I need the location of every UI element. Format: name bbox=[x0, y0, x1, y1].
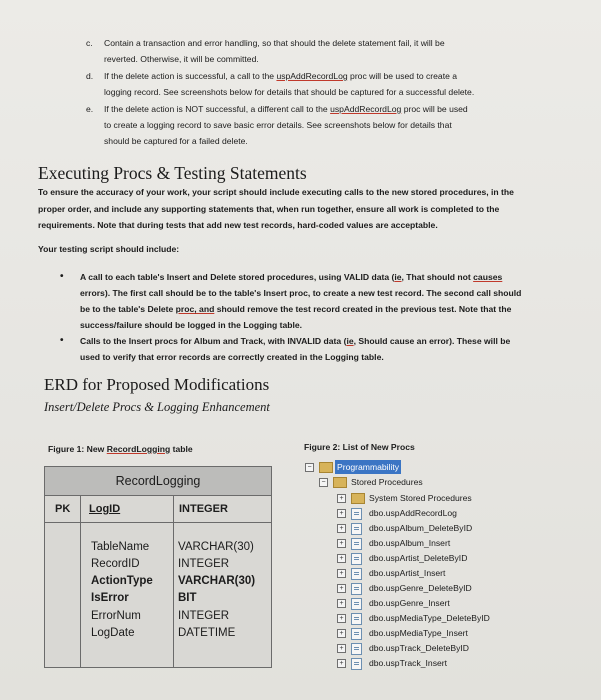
stored-procedure-icon bbox=[351, 613, 362, 625]
list-item-text: to create a logging record to save basic error details. See screenshots below for details that bbox=[104, 120, 452, 130]
expand-icon[interactable]: + bbox=[337, 599, 346, 608]
list-item-text: reverted. Otherwise, it will be committed. bbox=[104, 54, 259, 64]
tree-node-label: Stored Procedures bbox=[351, 477, 423, 487]
erd-field: LogDate bbox=[91, 627, 135, 639]
tree-node-label: dbo.uspGenre_DeleteByID bbox=[369, 583, 472, 593]
list-item-text: If the delete action is NOT successful, a different call to the bbox=[104, 104, 331, 114]
folder-icon bbox=[333, 477, 347, 488]
stored-procedure-icon bbox=[351, 523, 362, 535]
erd-type: BIT bbox=[178, 592, 197, 604]
expand-icon[interactable]: + bbox=[337, 584, 346, 593]
bullet-icon: • bbox=[60, 271, 64, 282]
list-item-text: logging record. See screenshots below for details that should be captured for a successful delete. bbox=[104, 87, 475, 97]
tree-node-label: System Stored Procedures bbox=[369, 493, 472, 503]
tree-node-label: dbo.uspAlbum_DeleteByID bbox=[369, 523, 473, 533]
erd-pk-row bbox=[45, 496, 271, 523]
erd-type: DATETIME bbox=[178, 627, 236, 639]
expand-icon[interactable]: + bbox=[337, 539, 346, 548]
erd-table-title: RecordLogging bbox=[45, 467, 271, 496]
stored-procedure-icon bbox=[351, 598, 362, 610]
list-item-text: If the delete action is successful, a call to the bbox=[104, 71, 277, 81]
erd-type: INTEGER bbox=[178, 610, 230, 622]
list-item-text: proc will be used bbox=[401, 104, 468, 114]
erd-type: VARCHAR(30) bbox=[178, 575, 256, 587]
pk-field: LogID bbox=[89, 503, 121, 515]
erd-divider bbox=[80, 496, 81, 667]
document-page: c. Contain a transaction and error handling, so that should the delete statement fail, it will be reverted. Otherwise, it will be committed. d. If the delete action is successful, a call to the uspAddRecordLog proc will be used to create a logging record. See screenshots below for details that should be captured for a successful delete. e. If the delete action is NOT successful, a different call to the uspAddRecordLog proc will be used to create a logging record to save basic error details. See screenshots below for details that should be captured for a failed delete. Executing Procs & Testing Statements To ensure the accuracy of your work, your script should include executing calls to the new stored procedures, in the proper order, and include any supporting statements that, when run together, ensure all work is completed to the requirements. Note that during tests that add new test records, hard-coded values are acceptable. Your testing script should include: • A call to each table's Insert and Delete stored procedures, using VALID data (ie, That should not causes errors). The first call should be to the table's Insert proc, to create a new test record. The second call should be to the table's Delete proc, and should remove the test record created in the previous test. Note that the success/failure should be logged in the Logging table. • Calls to the Insert procs for Album and Track, with INVALID data (ie, Should cause an error). These will be used to verify that error records are correctly created in the Logging table. ERD for Proposed Modifications Insert/Delete Procs & Logging Enhancement Figure 1: New RecordLogging table Figure 2: List of New Procs RecordLogging PK LogID INTEGER TableName VARCHAR(30) RecordID INTEGER ActionType VARCHAR(30) IsError BIT ErrorNum INTEGER LogDate DATETIME − Programmability − Stored Procedures + System Stored Procedures + dbo.uspAddRecordLog + dbo.uspAlbum_DeleteByID + dbo.uspAlbum_Insert + dbo.uspArtist_DeleteByID + dbo.uspArtist_Insert + dbo.uspGenre_DeleteByID + dbo.uspGenre_Insert + dbo.uspMediaType_DeleteByID + dbo.uspMediaType_Insert + dbo.uspTrack_DeleteByID + dbo.uspTrack_Insert bbox=[0, 0, 601, 700]
list-item-text: should be captured for a failed delete. bbox=[104, 136, 248, 146]
folder-icon bbox=[351, 493, 365, 504]
tree-node-label: dbo.uspTrack_DeleteByID bbox=[369, 643, 469, 653]
erd-type: VARCHAR(30) bbox=[178, 541, 254, 553]
bullet-icon: • bbox=[60, 335, 64, 346]
stored-procedure-icon bbox=[351, 643, 362, 655]
stored-procedure-icon bbox=[351, 628, 362, 640]
erd-type: INTEGER bbox=[178, 558, 230, 570]
list-marker: c. bbox=[86, 38, 93, 48]
stored-procedure-icon bbox=[351, 538, 362, 550]
stored-procedure-icon bbox=[351, 553, 362, 565]
stored-procedure-icon bbox=[351, 658, 362, 670]
collapse-icon[interactable]: − bbox=[305, 463, 314, 472]
tree-node-label: dbo.uspAddRecordLog bbox=[369, 508, 457, 518]
tree-node-label: dbo.uspArtist_Insert bbox=[369, 568, 446, 578]
folder-icon bbox=[319, 462, 333, 473]
section-heading-executing: Executing Procs & Testing Statements bbox=[38, 163, 307, 183]
tree-node-label: Programmability bbox=[337, 462, 400, 472]
section-paragraph: To ensure the accuracy of your work, your script should include executing calls to the new stored procedures, in the proper order, and include any supporting statements that, when run together, ensure all work is completed to the requirements. Note that during tests that add new test records, hard-coded values are acceptable. bbox=[38, 187, 514, 230]
pk-type: INTEGER bbox=[179, 503, 228, 515]
tree-node-label: dbo.uspGenre_Insert bbox=[369, 598, 450, 608]
expand-icon[interactable]: + bbox=[337, 554, 346, 563]
section-heading-erd: ERD for Proposed Modifications bbox=[44, 375, 270, 394]
tree-node-label: dbo.uspArtist_DeleteByID bbox=[369, 553, 468, 563]
expand-icon[interactable]: + bbox=[337, 524, 346, 533]
list-marker: e. bbox=[86, 104, 94, 114]
expand-icon[interactable]: + bbox=[337, 569, 346, 578]
tree-node-label: dbo.uspTrack_Insert bbox=[369, 658, 448, 668]
stored-procedure-icon bbox=[351, 568, 362, 580]
figure-2-caption: Figure 2: List of New Procs bbox=[304, 442, 415, 452]
tree-node-label: dbo.uspMediaType_Insert bbox=[369, 628, 468, 638]
expand-icon[interactable]: + bbox=[337, 614, 346, 623]
list-marker: d. bbox=[86, 71, 94, 81]
expand-icon[interactable]: + bbox=[337, 509, 346, 518]
section-subheading: Insert/Delete Procs & Logging Enhancement bbox=[44, 400, 270, 414]
erd-field: TableName bbox=[91, 541, 150, 553]
erd-field: ErrorNum bbox=[91, 610, 141, 622]
expand-icon[interactable]: + bbox=[337, 659, 346, 668]
expand-icon[interactable]: + bbox=[337, 629, 346, 638]
requirements-label: Your testing script should include: bbox=[38, 244, 180, 254]
erd-field: RecordID bbox=[91, 558, 140, 570]
erd-divider bbox=[173, 496, 174, 667]
figure-1-caption: Figure 1: New RecordLogging table bbox=[48, 444, 193, 454]
tree-node-label: dbo.uspMediaType_DeleteByID bbox=[369, 613, 490, 623]
stored-procedure-icon bbox=[351, 508, 362, 520]
expand-icon[interactable]: + bbox=[337, 494, 346, 503]
collapse-icon[interactable]: − bbox=[319, 478, 328, 487]
proc-name: uspAddRecordLog bbox=[276, 71, 348, 81]
erd-field: IsError bbox=[91, 592, 129, 604]
expand-icon[interactable]: + bbox=[337, 644, 346, 653]
stored-procedure-icon bbox=[351, 583, 362, 595]
proc-name: uspAddRecordLog bbox=[330, 104, 402, 114]
list-item-text: Contain a transaction and error handling, so that should the delete statement fail, it will be bbox=[104, 38, 445, 48]
pk-label: PK bbox=[55, 503, 71, 515]
erd-table-recordlogging bbox=[44, 466, 272, 668]
list-item-text: proc will be used to create a bbox=[347, 71, 458, 81]
tree-node-label: dbo.uspAlbum_Insert bbox=[369, 538, 451, 548]
erd-field: ActionType bbox=[91, 575, 153, 587]
